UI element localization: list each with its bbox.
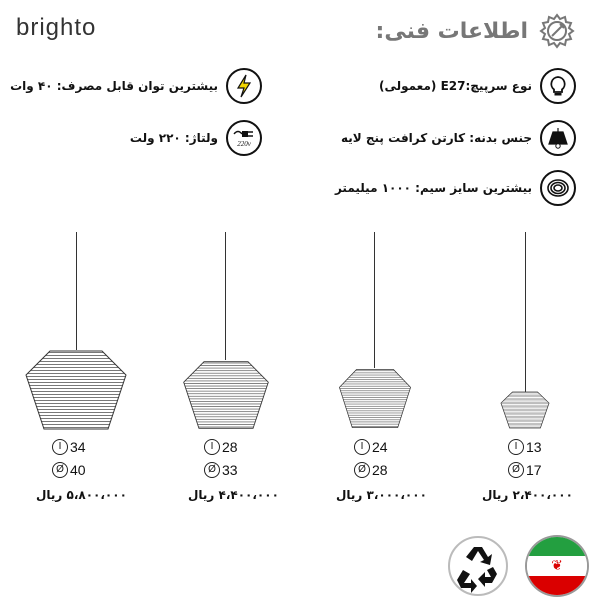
flag-stripe-red bbox=[527, 576, 587, 595]
iran-flag-icon bbox=[525, 535, 589, 597]
diameter-icon: Ø bbox=[354, 462, 370, 478]
lamp-3-diameter: Ø 28 bbox=[354, 462, 388, 478]
cable-coil-icon bbox=[540, 170, 576, 206]
lamp-3-height: I 24 bbox=[354, 439, 388, 455]
diameter-icon: Ø bbox=[52, 462, 68, 478]
flag-emblem: ❦ bbox=[551, 557, 563, 574]
lamp-3-cord bbox=[374, 232, 375, 368]
recycle-icon bbox=[447, 535, 509, 597]
height-icon: I bbox=[354, 439, 370, 455]
height-icon: I bbox=[52, 439, 68, 455]
diameter-icon: Ø bbox=[508, 462, 524, 478]
lamp-1-price: ۵،۸۰۰،۰۰۰ ریال bbox=[36, 488, 127, 502]
lamp-3-price: ۳،۰۰۰،۰۰۰ ریال bbox=[336, 488, 427, 502]
spec-power-text: بیشترین توان قابل مصرف: ۴۰ وات bbox=[10, 79, 218, 93]
lamp-4-cord bbox=[525, 232, 526, 392]
lamp-2-price: ۴،۴۰۰،۰۰۰ ریال bbox=[188, 488, 279, 502]
spec-voltage bbox=[130, 120, 262, 156]
lamp-2-height: I 28 bbox=[204, 439, 238, 455]
lamp-material-icon bbox=[540, 120, 576, 156]
lamp-4-height: I 13 bbox=[508, 439, 542, 455]
lamp-1-shade bbox=[24, 349, 128, 431]
spec-cable bbox=[335, 170, 576, 206]
lightning-icon bbox=[226, 68, 262, 104]
spec-cable-text: بیشترین سایز سیم: ۱۰۰۰ میلیمتر bbox=[334, 181, 532, 195]
bulb-icon bbox=[540, 68, 576, 104]
lamp-4-shade bbox=[500, 391, 550, 429]
lamp-4-price: ۲،۴۰۰،۰۰۰ ریال bbox=[482, 488, 573, 502]
spec-power bbox=[10, 68, 262, 104]
spec-voltage-text: ولتاژ: ۲۲۰ ولت bbox=[129, 131, 218, 145]
spec-material bbox=[341, 120, 576, 156]
spec-socket-text: نوع سرپیچ:E27 (معمولی) bbox=[378, 79, 532, 93]
brand-logo: brighto bbox=[16, 14, 97, 41]
diameter-icon: Ø bbox=[204, 462, 220, 478]
header-title: اطلاعات فنی: bbox=[375, 18, 528, 44]
lamp-2-shade bbox=[182, 360, 270, 430]
lamp-2-cord bbox=[225, 232, 226, 360]
voltage-icon-label: 220v bbox=[237, 140, 251, 148]
height-icon: I bbox=[508, 439, 524, 455]
lamp-4-diameter: Ø 17 bbox=[508, 462, 542, 478]
spec-material-text: جنس بدنه: کارتن کرافت پنج لایه bbox=[340, 131, 532, 145]
lamp-2-diameter: Ø 33 bbox=[204, 462, 238, 478]
lamp-1-diameter: Ø 40 bbox=[52, 462, 86, 478]
lamp-1-cord bbox=[76, 232, 77, 350]
height-icon: I bbox=[204, 439, 220, 455]
lamp-1-height: I 34 bbox=[52, 439, 86, 455]
gear-wrench-icon bbox=[536, 10, 578, 52]
lamp-3-shade bbox=[338, 368, 412, 429]
spec-socket bbox=[379, 68, 576, 104]
flag-stripe-white bbox=[527, 556, 587, 575]
flag-stripe-green bbox=[527, 537, 587, 556]
plug-icon bbox=[226, 120, 262, 156]
technical-info-header bbox=[376, 10, 578, 52]
